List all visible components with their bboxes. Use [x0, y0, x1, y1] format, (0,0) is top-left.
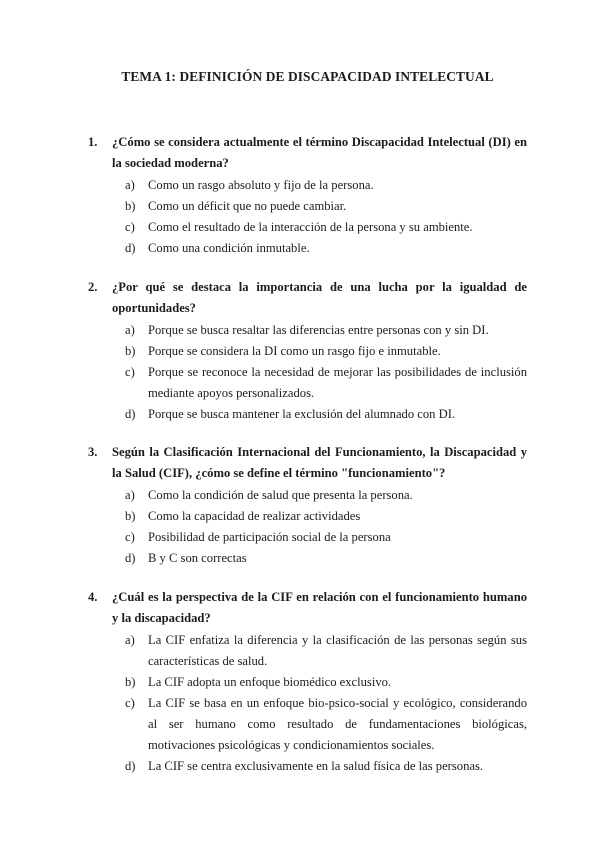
option-letter: a): [125, 322, 135, 337]
option-letter: c): [125, 695, 135, 710]
option-row: [125, 527, 527, 548]
option-row: [125, 672, 527, 693]
option-row: [125, 320, 527, 341]
option-text: La CIF se centra exclusivamente en la salud física de las personas.: [148, 758, 484, 773]
option-text: Como una condición inmutable.: [148, 241, 310, 255]
option-row: [125, 175, 527, 196]
options-list: [88, 630, 527, 777]
option-row: [125, 404, 527, 425]
option-letter: b): [125, 509, 136, 523]
option-row: [125, 693, 527, 756]
question-number: 2.: [88, 279, 98, 294]
option-letter: c): [125, 220, 135, 234]
question-4: [88, 587, 527, 777]
option-text: Como el resultado de la interacción de la persona y su ambiente.: [148, 220, 473, 234]
question-number: 4.: [88, 589, 98, 604]
option-row: [125, 341, 527, 362]
option-text: Porque se considera la DI como un rasgo fijo e inmutable.: [148, 343, 441, 358]
option-letter: a): [125, 488, 135, 502]
question-number: 1.: [88, 135, 98, 149]
option-row: [125, 362, 527, 404]
option-row: [125, 196, 527, 217]
question-3: [88, 442, 527, 569]
option-letter: b): [125, 199, 136, 213]
option-text: Porque se reconoce la necesidad de mejorar las posibilidades de inclusión mediante apoyos personalizados.: [148, 364, 527, 400]
page-title: TEMA 1: DEFINICIÓN DE DISCAPACIDAD INTELECTUAL: [121, 69, 494, 84]
option-text: Como un rasgo absoluto y fijo de la persona.: [148, 178, 374, 192]
option-row: [125, 485, 527, 506]
question-head: [88, 442, 527, 484]
option-text: La CIF se basa en un enfoque bio-psico-social y ecológico, considerando al ser humano como resultado de fundamentaciones biológicas, motivaciones psicológicas y condicionamientos sociales.: [148, 695, 527, 752]
option-text: La CIF adopta un enfoque biomédico exclusivo.: [148, 674, 392, 689]
question-stem: ¿Por qué se destaca la importancia de una lucha por la igualdad de oportunidades?: [112, 279, 527, 315]
question-stem: Según la Clasificación Internacional del Funcionamiento, la Discapacidad y la Salud (CIF), ¿cómo se define el término "funcionamiento"?: [112, 445, 527, 480]
question-head: [88, 132, 527, 174]
option-letter: d): [125, 551, 136, 565]
option-text: Como la capacidad de realizar actividades: [148, 509, 361, 523]
option-text: Como la condición de salud que presenta la persona.: [148, 488, 413, 502]
question-head: [88, 587, 527, 629]
option-text: Porque se busca resaltar las diferencias entre personas con y sin DI.: [148, 322, 489, 337]
option-letter: c): [125, 364, 135, 379]
question-stem: ¿Cuál es la perspectiva de la CIF en relación con el funcionamiento humano y la discapacidad?: [112, 589, 527, 625]
option-row: [125, 217, 527, 238]
question-head: [88, 277, 527, 319]
question-2: [88, 277, 527, 425]
option-letter: a): [125, 632, 135, 647]
option-letter: a): [125, 178, 135, 192]
question-number: 3.: [88, 445, 98, 459]
option-row: [125, 506, 527, 527]
option-text: Porque se busca mantener la exclusión del alumnado con DI.: [148, 406, 456, 421]
option-letter: b): [125, 343, 136, 358]
option-letter: d): [125, 406, 136, 421]
option-row: [125, 630, 527, 672]
option-letter: d): [125, 241, 136, 255]
option-text: La CIF enfatiza la diferencia y la clasificación de las personas según sus características de salud.: [148, 632, 527, 668]
option-text: Como un déficit que no puede cambiar.: [148, 199, 347, 213]
option-row: [125, 238, 527, 259]
option-row: [125, 756, 527, 777]
option-letter: d): [125, 758, 136, 773]
options-list: [88, 485, 527, 569]
option-letter: b): [125, 674, 136, 689]
question-stem: ¿Cómo se considera actualmente el término Discapacidad Intelectual (DI) en la sociedad moderna?: [112, 135, 527, 170]
option-letter: c): [125, 530, 135, 544]
option-text: B y C son correctas: [148, 551, 247, 565]
options-list: [88, 320, 527, 425]
option-row: [125, 548, 527, 569]
options-list: [88, 175, 527, 259]
question-1: [88, 132, 527, 259]
option-text: Posibilidad de participación social de la persona: [148, 530, 391, 544]
